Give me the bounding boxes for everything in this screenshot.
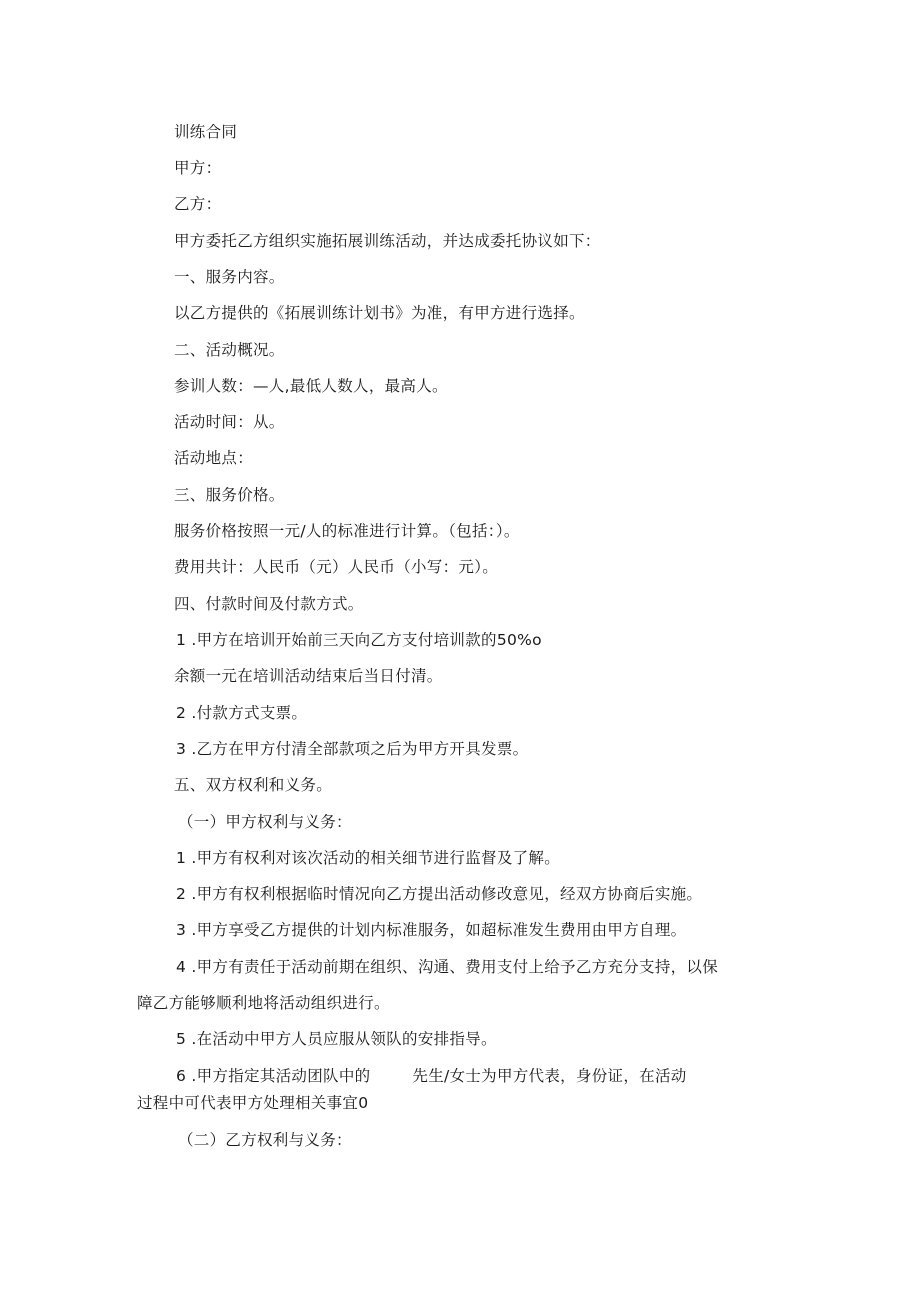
party-a-item-5: 5 .在活动中甲方人员应服从领队的安排指导。 xyxy=(176,1030,497,1048)
party-a-rights-heading: （一）甲方权利与义务： xyxy=(178,813,352,831)
party-b-label: 乙方： xyxy=(174,195,222,213)
intro-paragraph: 甲方委托乙方组织实施拓展训练活动，并达成委托协议如下： xyxy=(174,232,601,250)
price-line: 服务价格按照一元/人的标准进行计算。（包括：）。 xyxy=(174,522,520,540)
party-a-item-1: 1 .甲方有权利对该次活动的相关细节进行监督及了解。 xyxy=(176,849,561,867)
party-a-item-3: 3 .甲方享受乙方提供的计划内标准服务，如超标准发生费用由甲方自理。 xyxy=(176,921,687,939)
section-5-heading: 五、双方权利和义务。 xyxy=(174,776,333,794)
total-fee-line: 费用共计：人民币（元）人民币（小写：元）。 xyxy=(174,558,499,576)
party-b-rights-heading: （二）乙方权利与义务： xyxy=(178,1131,352,1149)
section-1-body: 以乙方提供的《拓展训练计划书》为准，有甲方进行选择。 xyxy=(174,304,585,322)
party-a-item-6-line-2: 过程中可代表甲方处理相关事宜0 xyxy=(137,1094,369,1112)
section-2-heading: 二、活动概况。 xyxy=(174,341,285,359)
payment-item-1: 1 .甲方在培训开始前三天向乙方支付培训款的50%o xyxy=(176,631,542,649)
party-a-item-6-line-1 xyxy=(176,1066,687,1086)
section-4-heading: 四、付款时间及付款方式。 xyxy=(174,595,364,613)
party-a-item-4-line-1: 4 .甲方有责任于活动前期在组织、沟通、费用支付上给予乙方充分支持，以保 xyxy=(176,958,719,976)
section-3-heading: 三、服务价格。 xyxy=(174,486,285,504)
party-a-item-6-part-1: 6 .甲方指定其活动团队中的 xyxy=(176,1067,371,1085)
payment-item-2: 2 .付款方式支票。 xyxy=(176,704,308,722)
party-a-item-4-line-2: 障乙方能够顺利地将活动组织进行。 xyxy=(137,994,390,1012)
participants-line: 参训人数：—人,最低人数人，最高人。 xyxy=(174,377,448,395)
activity-place-line: 活动地点： xyxy=(174,449,254,467)
party-a-item-2: 2 .甲方有权利根据临时情况向乙方提出活动修改意见，经双方协商后实施。 xyxy=(176,885,703,903)
section-1-heading: 一、服务内容。 xyxy=(174,268,285,286)
activity-time-line: 活动时间：从。 xyxy=(174,413,285,431)
document-title: 训练合同 xyxy=(174,123,238,141)
payment-item-3: 3 .乙方在甲方付清全部款项之后为甲方开具发票。 xyxy=(176,740,529,758)
party-a-label: 甲方： xyxy=(174,159,222,177)
payment-item-1-continued: 余额一元在培训活动结束后当日付清。 xyxy=(174,667,443,685)
party-a-item-6-part-2: 先生/女士为甲方代表，身份证，在活动 xyxy=(412,1067,687,1085)
